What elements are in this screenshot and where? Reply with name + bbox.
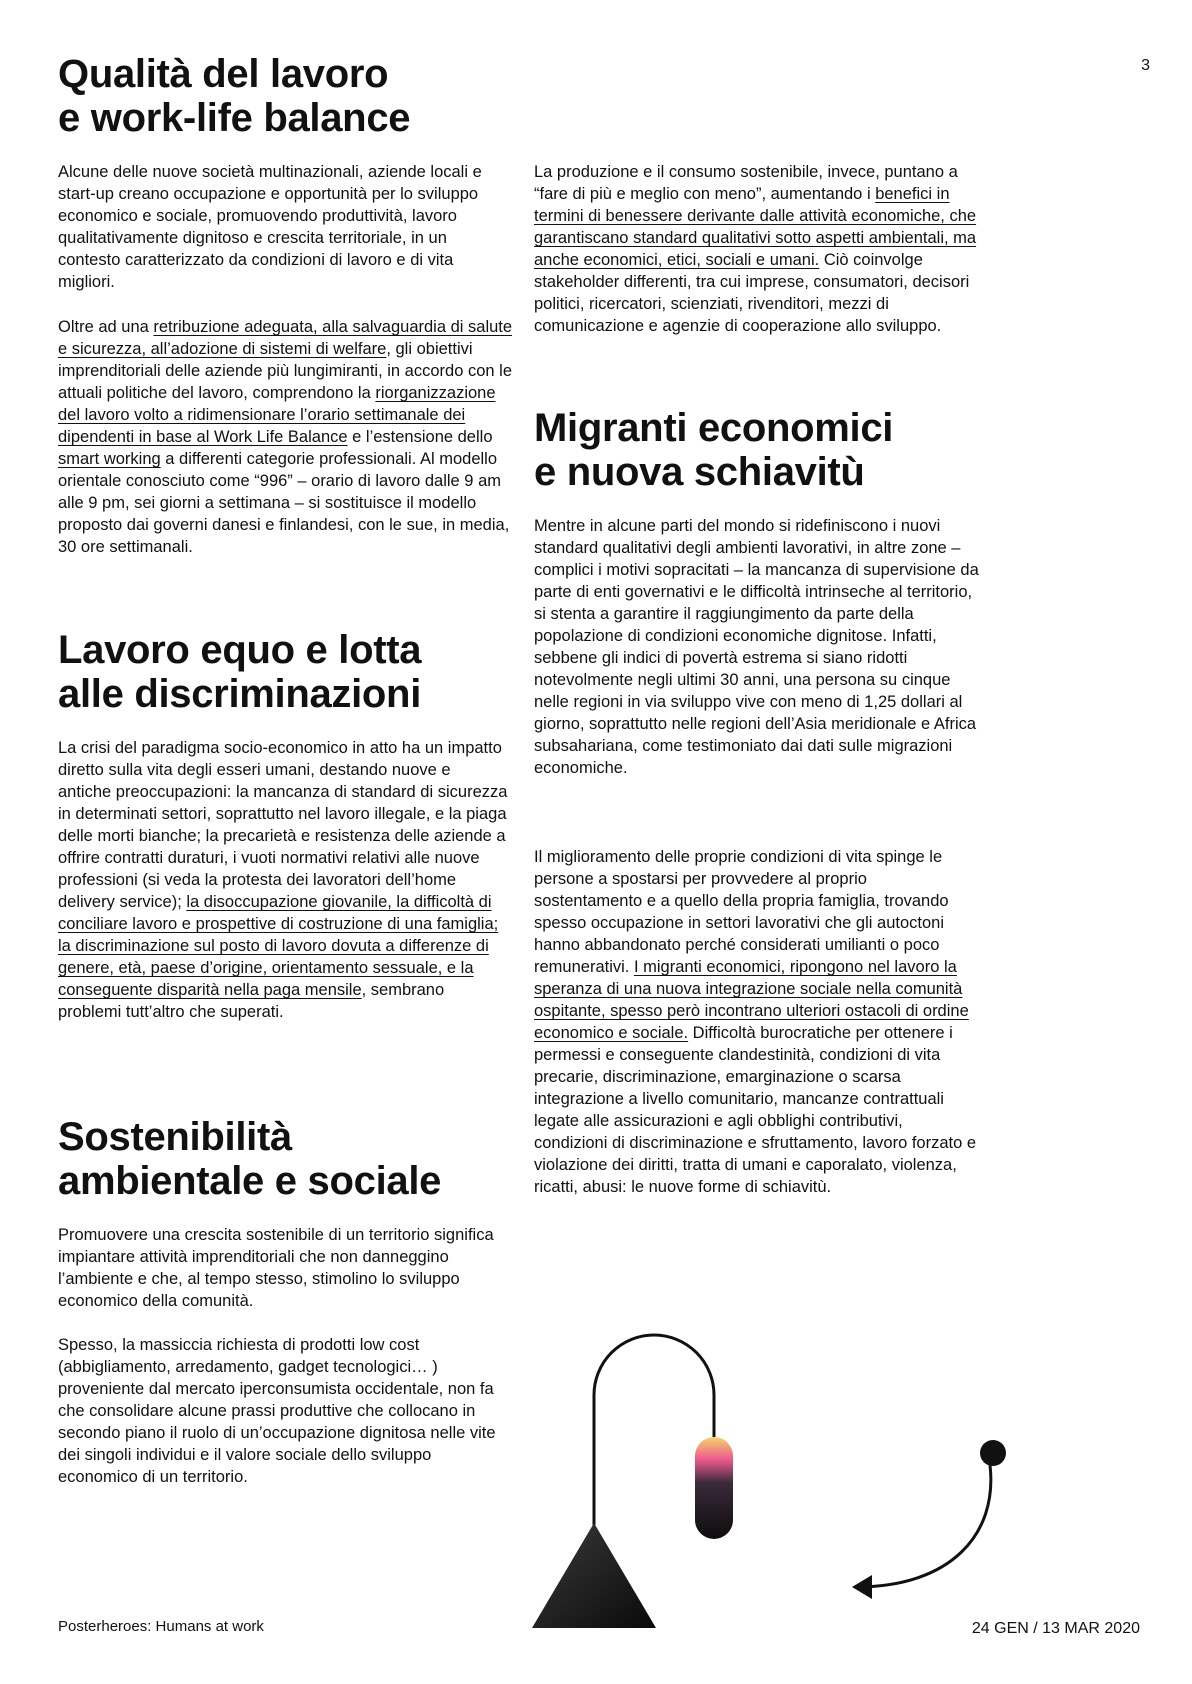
curved-arrow — [856, 1465, 991, 1587]
link-smart-working[interactable]: smart working — [58, 450, 161, 468]
qualita-paragraph-1: Alcune delle nuove società multinazionali, aziende locali e start-up creano occupazione e opportunità per lo sviluppo economico e sociale, promuovendo produttività, lavoro qualitativamente dignitoso e crescita territoriale, in un contesto caratterizzato da condizioni di lavoro e di vita migliori. — [58, 163, 482, 291]
link-riorganizzazione[interactable]: riorganizzazione del lavoro volto a ridimensionare l’orario settimanale dei dipendenti in base al Work Life Balance — [58, 384, 496, 446]
sostenibilita-paragraph-1: Promuovere una crescita sostenibile di un territorio significa impiantare attività imprenditoriali che non danneggino l’ambiente e che, al tempo stesso, stimolino lo sviluppo economico della comunità. — [58, 1226, 494, 1310]
link-disoccupazione[interactable]: la disoccupazione giovanile, la difficoltà di conciliare lavoro e prospettive di costruzione di una famiglia; la discriminazione sul posto di lavoro dovuta a differenze di genere, età, paese d’origine, orientamento sessuale, e la conseguente disparità nella paga mensile — [58, 893, 499, 999]
heading-qualita: Qualità del lavoro e work-life balance — [58, 52, 411, 140]
footer-dates: 24 GEN / 13 MAR 2020 — [971, 1620, 1140, 1637]
footer-title: Posterheroes: Humans at work — [58, 1618, 264, 1635]
page-number: 3 — [1141, 57, 1150, 74]
migranti-paragraph-1: Mentre in alcune parti del mondo si ridefiniscono i nuovi standard qualitativi degli ambienti lavorativi, in altre zone – complici i motivi sopracitati – la mancanza di supervisione da parte di enti governativi e le difficoltà intrinseche al territorio, si stenta a garantire il raggiungimento da parte della popolazione di condizioni economiche dignitose. Infatti, sebbene gli indici di povertà estrema si siano ridotti notevolmente negli ultimi 30 anni, una persona su cinque nelle regioni in via sviluppo vive con meno di 1,25 dollari al giorno, soprattutto nelle regioni dell’Asia meridionale e Africa subsahariana, come testimoniato dai dati sulle migrazioni economiche. — [534, 517, 979, 777]
triangle-shape — [532, 1523, 656, 1628]
dot-shape — [980, 1440, 1006, 1466]
heading-lavoro-equo: Lavoro equo e lotta alle discriminazioni — [58, 628, 422, 716]
decorative-illustration — [520, 1325, 1040, 1655]
arrow-head-icon — [852, 1575, 872, 1599]
heading-sostenibilita: Sostenibilità ambientale e sociale — [58, 1115, 442, 1203]
migranti-paragraph-2: Il miglioramento delle proprie condizioni di vita spinge le persone a spostarsi per provvedere al proprio sostentamento e a quello della propria famiglia, trovando spesso occupazione in settori lavorativi che gli autoctoni hanno abbandonato perché considerati umilianti o poco remunerativi. I migranti economici, ripongono nel lavoro la speranza di una nuova integrazione sociale nella comunità ospitante, spesso però incontrano ulteriori ostacoli di ordine economico e sociale. Difficoltà burocratiche per ottenere i permessi e conseguente clandestinità, condizioni di vita precarie, discriminazione, emarginazione o scarsa integrazione a livello comunitario, mancanze contrattuali legate alle assicurazioni e agli obblighi contributivi, condizioni di discriminazione e sfruttamento, lavoro forzato e violazione dei diritti, tratta di umani e caporalato, violenza, ricatti, abusi: le nuove forme di schiavitù. — [534, 848, 977, 1196]
link-migranti[interactable]: I migranti economici, ripongono nel lavoro la speranza di una nuova integrazione sociale nella comunità ospitante, spesso però incontrano ulteriori ostacoli di ordine economico e sociale. — [534, 958, 969, 1042]
heading-migranti: Migranti economici e nuova schiavitù — [534, 406, 894, 494]
link-benefici[interactable]: benefici in termini di benessere derivante dalle attività economiche, che garantiscano standard qualitativi sotto aspetti ambientali, ma anche economici, etici, sociali e umani. — [534, 185, 977, 269]
sostenibilita-paragraph-2: Spesso, la massiccia richiesta di prodotti low cost (abbigliamento, arredamento, gadget tecnologici… ) proveniente dal mercato iperconsumista occidentale, non fa che consolidare alcune prassi produttive che collocano in secondo piano il ruolo di un’occupazione dignitosa nelle vite dei singoli individui e il valore sociale dello sviluppo economico di un territorio. — [58, 1336, 496, 1486]
sostenibilita-paragraph-3: La produzione e il consumo sostenibile, invece, puntano a “fare di più e meglio con meno”, aumentando i benefici in termini di benessere derivante dalle attività economiche, che garantiscano standard qualitativi sotto aspetti ambientali, ma anche economici, etici, sociali e umani. Ciò coinvolge stakeholder differenti, tra cui imprese, consumatori, decisori politici, ricercatori, scienziati, rivenditori, mezzi di comunicazione e agenzie di cooperazione allo sviluppo. — [534, 163, 977, 335]
capsule-shape — [695, 1437, 733, 1539]
lavoro-equo-paragraph: La crisi del paradigma socio-economico in atto ha un impatto diretto sulla vita degli esseri umani, destando nuove e antiche preoccupazioni: la mancanza di standard di sicurezza in determinati settori, soprattutto nel lavoro illegale, e la piaga delle morti bianche; la precarietà e resistenza delle aziende a offrire contratti duraturi, i vuoti normativi relativi alle nuove professioni (si veda la protesta dei lavoratori dell’home delivery service); la disoccupazione giovanile, la difficoltà di conciliare lavoro e prospettive di costruzione di una famiglia; la discriminazione sul posto di lavoro dovuta a differenze di genere, età, paese d’origine, orientamento sessuale, e la conseguente disparità nella paga mensile, sembrano problemi tutt’altro che superati. — [58, 739, 508, 1021]
link-retribuzione[interactable]: retribuzione adeguata, alla salvaguardia di salute e sicurezza, all’adozione di sistemi di welfare — [58, 318, 513, 358]
qualita-paragraph-2: Oltre ad una retribuzione adeguata, alla salvaguardia di salute e sicurezza, all’adozione di sistemi di welfare, gli obiettivi imprenditoriali delle aziende più lungimiranti, in accordo con le attuali politiche del lavoro, comprendono la riorganizzazione del lavoro volto a ridimensionare l’orario settimanale dei dipendenti in base al Work Life Balance e l’estensione dello smart working a differenti categorie professionali. Al modello orientale conosciuto come “996” – orario di lavoro dalle 9 am alle 9 pm, sei giorni a settimana – si sostituisce il modello proposto dai governi danesi e finlandesi, con le sue, in media, 30 ore settimanali. — [58, 318, 513, 556]
